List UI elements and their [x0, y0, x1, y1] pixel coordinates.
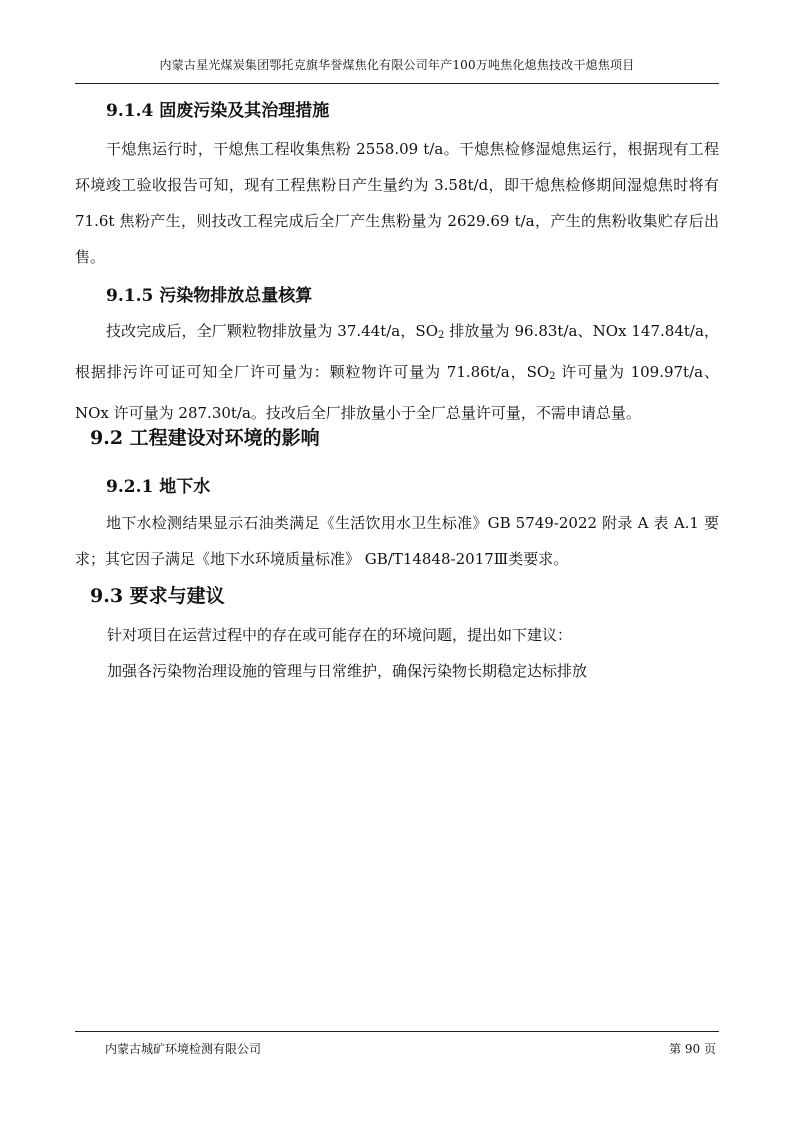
so2-subscript-2: 2	[549, 371, 556, 382]
emissions-text-1: 技改完成后，全厂颗粒物排放量为 37.44t/a，SO	[106, 322, 439, 340]
paragraph-groundwater: 地下水检测结果显示石油类满足《生活饮用水卫生标准》GB 5749-2022 附录 A 表 A.1 要求；其它因子满足《地下水环境质量标准》 GB/T14848-2017Ⅲ类要求。	[75, 514, 719, 568]
so2-subscript-1: 2	[438, 330, 445, 341]
paragraph-solid-waste: 干熄焦运行时，干熄焦工程收集焦粉 2558.09 t/a。干熄焦检修湿熄焦运行，根据现有工程环境竣工验收报告可知，现有工程焦粉日产生量约为 3.58t/d，即干熄焦检修期间湿熄焦时将有 71.6t 焦粉产生，则技改工程完成后全厂产生焦粉量为 2629.69 t/a，产生的焦粉收集贮存后出售。	[75, 140, 719, 266]
footer-page-number: 第 90 页	[669, 1042, 716, 1056]
suggestion-intro: 针对项目在运营过程中的存在或可能存在的环境问题，提出如下建议：	[107, 626, 573, 644]
paragraph-total-emissions	[75, 313, 719, 431]
emissions-text-2: 排放量为 96.83t/a、NOx 147.84t/a，根据排污许可证可知全厂许可量为：颗粒物许可量为 71.86t/a，SO	[75, 322, 719, 381]
heading-9-1-5: 9.1.5 污染物排放总量核算	[106, 286, 313, 306]
emissions-text-3: 许可量为 109.97t/a、NOx 许可量为 287.30t/a。技改后全厂排放量小于全厂总量许可量，不需申请总量。	[75, 363, 719, 422]
heading-9-2: 9.2 工程建设对环境的影响	[90, 427, 320, 449]
heading-9-2-1: 9.2.1 地下水	[106, 477, 211, 497]
heading-9-1-4: 9.1.4 固废污染及其治理措施	[106, 101, 330, 121]
page-header-title: 内蒙古星光煤炭集团鄂托克旗华誉煤焦化有限公司年产100万吨焦化熄焦技改干熄焦项目	[159, 58, 635, 72]
footer-company: 内蒙古城矿环境检测有限公司	[105, 1042, 262, 1056]
footer-rule	[75, 1031, 719, 1032]
suggestion-item: 加强各污染物治理设施的管理与日常维护，确保污染物长期稳定达标排放	[107, 662, 588, 680]
header-rule	[75, 83, 719, 84]
heading-9-3: 9.3 要求与建议	[90, 585, 225, 607]
